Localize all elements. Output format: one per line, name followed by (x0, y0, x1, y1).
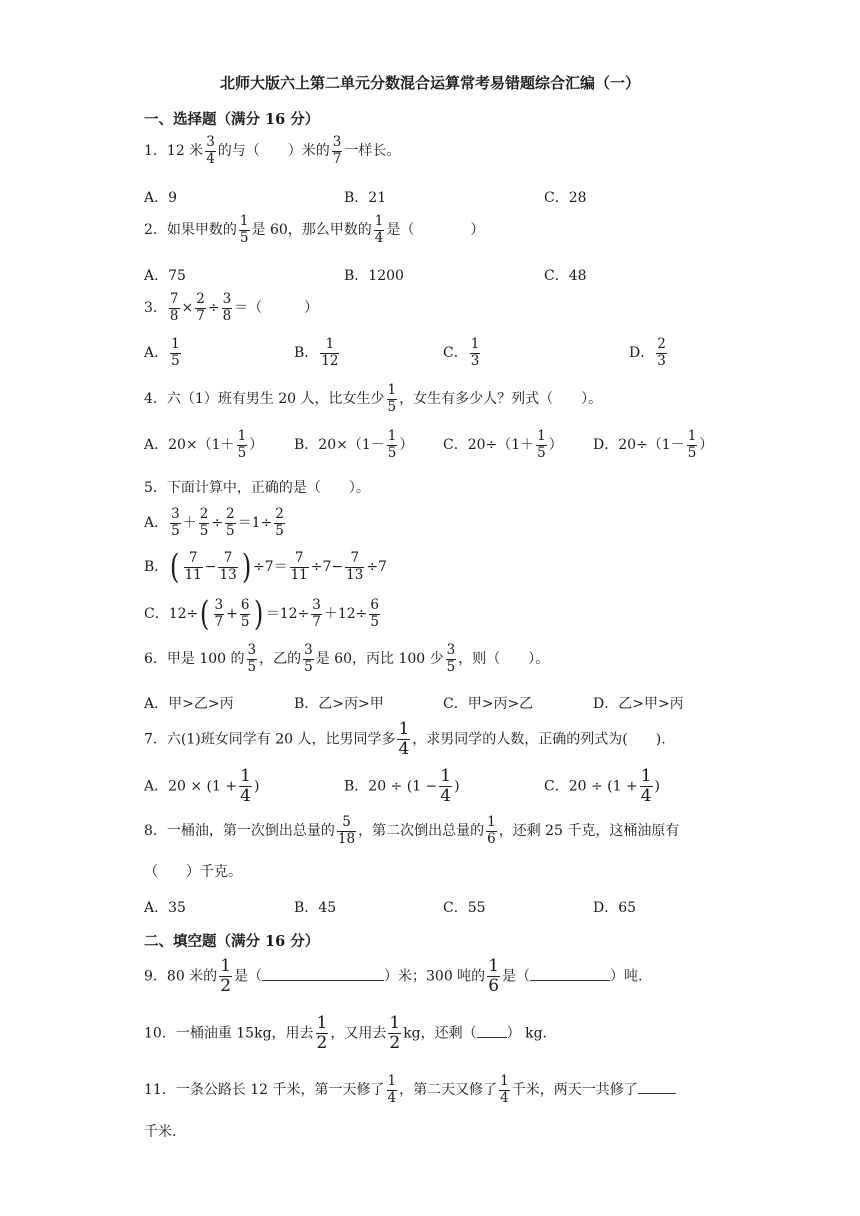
option-b: B．45 (294, 900, 337, 916)
option-d: D．20÷（1－ $\frac{1}{5}$ ） (593, 428, 714, 461)
fraction: $\frac{3}{7}$ (214, 597, 224, 630)
fraction: $\frac{1}{2}$ (220, 956, 232, 996)
question-8: 8．一桶油，第一次倒出总量的 $\frac{5}{18}$ ，第二次倒出总量的 $\frac{1}{6}$ ，还剩 25 千克，这桶油原有 (144, 814, 680, 847)
fraction: $\frac{1}{5}$ (387, 382, 397, 415)
option-c: C．20 ÷ (1 + $\frac{1}{4}$ ) (544, 766, 661, 806)
option-b: B． $\frac{1}{12}$ (294, 336, 339, 369)
option-c: C．55 (443, 900, 486, 916)
fraction: $\frac{3}{5}$ (446, 642, 456, 675)
option-a: A． $\frac{1}{5}$ (144, 336, 180, 369)
option-a: A．9 (144, 190, 178, 206)
fraction: $\frac{3}{5}$ (171, 506, 180, 539)
fraction: $\frac{1}{5}$ (387, 428, 397, 461)
fraction: $\frac{1}{2}$ (316, 1013, 328, 1053)
fraction: $\frac{2}{5}$ (275, 506, 284, 539)
fraction: $\frac{1}{6}$ (488, 956, 500, 996)
option-c: C．20÷（1＋ $\frac{1}{5}$ ） (443, 428, 563, 461)
option-c: C．12÷( $\frac{3}{7}$ + $\frac{6}{5}$ ) ＝12÷ $\frac{3}{7}$ ＋12÷ $\frac{6}{5}$ (144, 594, 379, 634)
fraction: $\frac{1}{4}$ (640, 766, 652, 806)
fraction: $\frac{7}{11}$ (184, 550, 202, 583)
fraction: $\frac{1}{5}$ (537, 428, 546, 461)
question-9: 9．80 米的 $\frac{1}{2}$ 是（ ）米；300 吨的 $\frac{1}{6}$ 是（ ）吨. (144, 956, 643, 996)
question-6: 6．甲是 100 的 $\frac{3}{5}$ ，乙的 $\frac{3}{5}$ 是 60，丙比 100 少 $\frac{3}{5}$ ，则（ ）。 (144, 642, 550, 675)
question-11: 11．一条公路长 12 千米，第一天修了 $\frac{1}{4}$ ，第二天又修了 $\frac{1}{4}$ 千米，两天一共修了 (144, 1075, 676, 1105)
fraction: $\frac{2}{5}$ (199, 506, 209, 539)
option-a: A．75 (144, 268, 186, 284)
option-d: D．65 (593, 900, 637, 916)
option-b: B．1200 (344, 268, 404, 284)
fraction: $\frac{3}{7}$ (312, 597, 321, 630)
fraction: $\frac{1}{4}$ (374, 213, 384, 246)
section-heading-fill: 二、填空题（满分 16 分） (144, 933, 320, 950)
option-c: C．28 (544, 190, 587, 206)
fraction: $\frac{7}{13}$ (346, 550, 364, 583)
option-b: B．20×（1－ $\frac{1}{5}$ ） (294, 428, 414, 461)
fraction: $\frac{1}{6}$ (487, 814, 496, 847)
answer-blank[interactable] (477, 1023, 507, 1038)
question-10: 10．一桶油重 15kg，用去 $\frac{1}{2}$ ，又用去 $\frac{1}{2}$ kg，还剩（ ） kg. (144, 1013, 548, 1053)
fraction: $\frac{7}{13}$ (219, 550, 237, 583)
fraction: $\frac{1}{5}$ (171, 336, 180, 369)
fraction: $\frac{5}{18}$ (337, 814, 356, 847)
option-b: B．21 (344, 190, 387, 206)
option-b: B．( $\frac{7}{11}$ − $\frac{7}{13}$ ) ÷7＝ $\frac{7}{11}$ ÷7− $\frac{7}{13}$ ÷7 (144, 547, 387, 587)
answer-blank[interactable] (262, 966, 384, 981)
option-a: A．35 (144, 900, 186, 916)
fraction: $\frac{3}{4}$ (206, 134, 215, 167)
fraction: $\frac{1}{4}$ (240, 766, 251, 806)
question-3: 3． $\frac{7}{8}$ × $\frac{2}{7}$ ÷ $\frac{3}{8}$ ＝（ ） (144, 291, 319, 324)
question-8-continued: （ ）千克。 (144, 864, 242, 880)
fraction: $\frac{1}{4}$ (500, 1073, 509, 1106)
option-a: A．20 × (1 + $\frac{1}{4}$ ) (144, 766, 260, 806)
fraction: $\frac{7}{11}$ (290, 550, 308, 583)
option-a: A．甲>乙>丙 (144, 696, 234, 712)
option-b: B．乙>丙>甲 (294, 696, 384, 712)
question-1: 1．12 米 $\frac{3}{4}$ 的与（ ）米的 $\frac{3}{7}$ 一样长。 (144, 134, 401, 167)
fraction: $\frac{3}{5}$ (247, 642, 257, 675)
fraction: $\frac{3}{5}$ (304, 642, 313, 675)
section-heading-choice: 一、选择题（满分 16 分） (144, 111, 320, 128)
fraction: $\frac{1}{5}$ (687, 428, 697, 461)
option-c: C．48 (544, 268, 587, 284)
answer-blank[interactable] (638, 1079, 676, 1094)
fraction: $\frac{1}{2}$ (389, 1013, 401, 1053)
fraction: $\frac{7}{8}$ (169, 291, 179, 324)
option-c: C． $\frac{1}{3}$ (443, 336, 480, 369)
question-2: 2．如果甲数的 $\frac{1}{5}$ 是 60，那么甲数的 $\frac{1}{4}$ 是（ ） (144, 213, 485, 246)
option-a: A． $\frac{3}{5}$ ＋ $\frac{2}{5}$ ÷ $\frac{2}{5}$ ＝1÷ $\frac{2}{5}$ (144, 506, 284, 539)
fraction: $\frac{1}{4}$ (387, 1073, 397, 1106)
option-b: B．20 ÷ (1 − $\frac{1}{4}$ ) (344, 766, 460, 806)
question-5: 5．下面计算中，正确的是（ ）。 (144, 480, 370, 496)
fraction: $\frac{3}{7}$ (332, 134, 342, 167)
question-11-continued: 千米. (144, 1124, 177, 1140)
option-d: D． $\frac{2}{3}$ (629, 336, 666, 369)
fraction: $\frac{6}{5}$ (370, 597, 379, 630)
question-4: 4．六（1）班有男生 20 人，比女生少 $\frac{1}{5}$ ，女生有多少人？列式（ ）。 (144, 382, 603, 415)
fraction: $\frac{2}{7}$ (196, 291, 205, 324)
fraction: $\frac{1}{4}$ (440, 766, 452, 806)
fraction: $\frac{6}{5}$ (240, 597, 250, 630)
fraction: $\frac{1}{4}$ (398, 719, 410, 759)
answer-blank[interactable] (530, 966, 610, 981)
fraction: $\frac{1}{3}$ (470, 336, 480, 369)
fraction: $\frac{2}{5}$ (226, 506, 235, 539)
option-d: D．乙>甲>丙 (593, 696, 684, 712)
fraction: $\frac{1}{12}$ (321, 336, 339, 369)
option-c: C．甲>丙>乙 (443, 696, 534, 712)
fraction: $\frac{3}{8}$ (222, 291, 232, 324)
page-title: 北师大版六上第二单元分数混合运算常考易错题综合汇编（一） (219, 74, 640, 92)
fraction: $\frac{2}{3}$ (657, 336, 666, 369)
fraction: $\frac{1}{5}$ (239, 213, 249, 246)
question-7: 7．六(1)班女同学有 20 人，比男同学多 $\frac{1}{4}$ ，求男同学的人数，正确的列式为( ). (144, 719, 666, 759)
option-a: A．20×（1＋ $\frac{1}{5}$ ） (144, 428, 264, 461)
fraction: $\frac{1}{5}$ (237, 428, 247, 461)
